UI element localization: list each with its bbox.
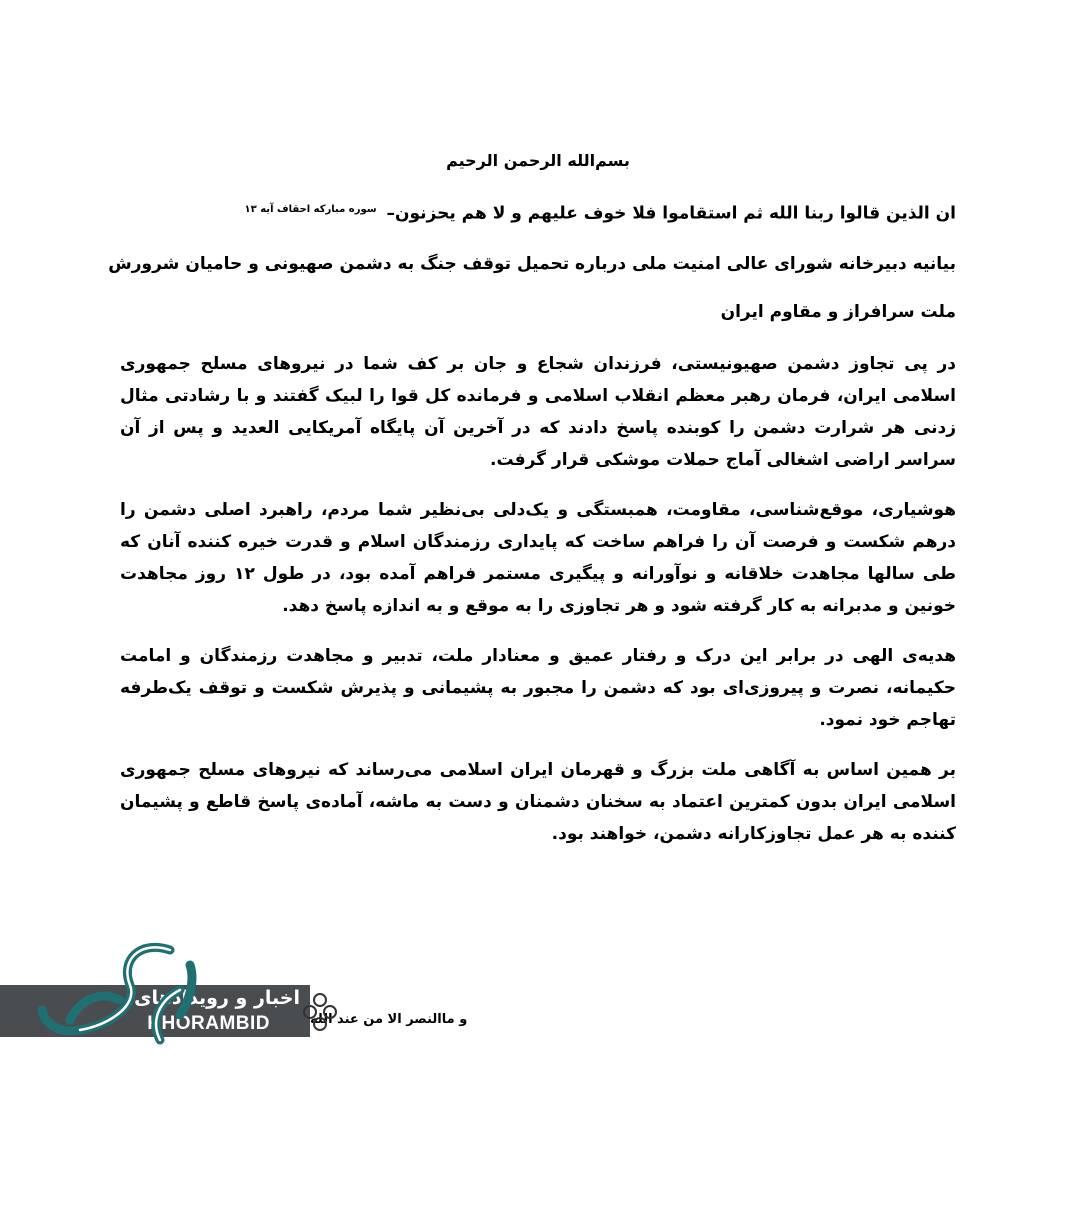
watermark-text-en: KHORAMBID (147, 1013, 270, 1034)
verse-reference: سوره مبارکه احقاف آیه ۱۳ (244, 204, 377, 215)
verse-text: ان الذین قالوا ربنا الله ثم استقاموا فلا خوف علیهم و لا هم یحزنون– (386, 203, 956, 224)
paragraph-2: هوشیاری، موقع‌شناسی، مقاومت، همبستگی و یک‌دلی بی‌نظیر شما مردم، راهبرد اصلی دشمن را درهم شکست و فرصت آن را فراهم ساخت که پایداری رزمندگان اسلام و قدرت خیره کننده آنان که طی سالها مجاهدت خلاقانه و نوآورانه و پیگیری مستمر فراهم آمده بود، در طول ۱۲ روز مجاهدت خونین و مدبرانه به کار گرفته شود و هر تجاوزی را به موقع و به اندازه پاسخ دهد. (120, 499, 957, 616)
bismillah: بسم‌الله الرحمن الرحیم (446, 151, 630, 170)
khorambid-logo-icon (20, 930, 210, 1060)
watermark-text-fa: اخبار و رویدادهای (134, 987, 300, 1009)
ornament-icon (300, 990, 340, 1034)
paragraph-4: بر همین اساس به آگاهی ملت بزرگ و قهرمان ایران اسلامی می‌رساند که نیروهای مسلح جمهوری اسلامی ایران بدون کمترین اعتماد به سخنان دشمنان و دست به ماشه، آماده‌ی پاسخ قاطع و پشیمان کننده به هر عمل تجاوزکارانه دشمن، خواهند بود. (120, 759, 956, 844)
statement-document (108, 150, 957, 868)
statement-heading: بیانیه دبیرخانه شورای عالی امنیت ملی درباره تحمیل توقف جنگ به دشمن صهیونی و حامیان شرورش (108, 253, 956, 274)
paragraph-1: در پی تجاوز دشمن صهیونیستی، فرزندان شجاع و جان بر کف شما در نیروهای مسلح جمهوری اسلامی ایران، فرمان رهبر معظم انقلاب اسلامی و فرمانده کل قوا را لبیک گفتند و با رشادتی مثال زدنی هر شرارت دشمن را کوبنده پاسخ دادند که در آخرین آن پایگاه آمریکایی العدید و پس از آن سراسر اراضی اشغالی آماج حملات موشکی قرار گرفت. (120, 353, 956, 470)
quran-verse (120, 198, 956, 226)
closing-phrase: و ماالنصر الا من عند الله (310, 1012, 468, 1027)
salutation: ملت سرافراز و مقاوم ایران (720, 301, 956, 322)
paragraph-3: هدیه‌ی الهی در برابر این درک و رفتار عمیق و معنادار ملت، تدبیر و مجاهدت رزمندگان و امامت حکیمانه، نصرت و پیروزی‌ای بود که دشمن را مجبور به پشیمانی و پذیرش شکست و توقف یک‌طرفه تهاجم خود نمود. (120, 645, 956, 730)
